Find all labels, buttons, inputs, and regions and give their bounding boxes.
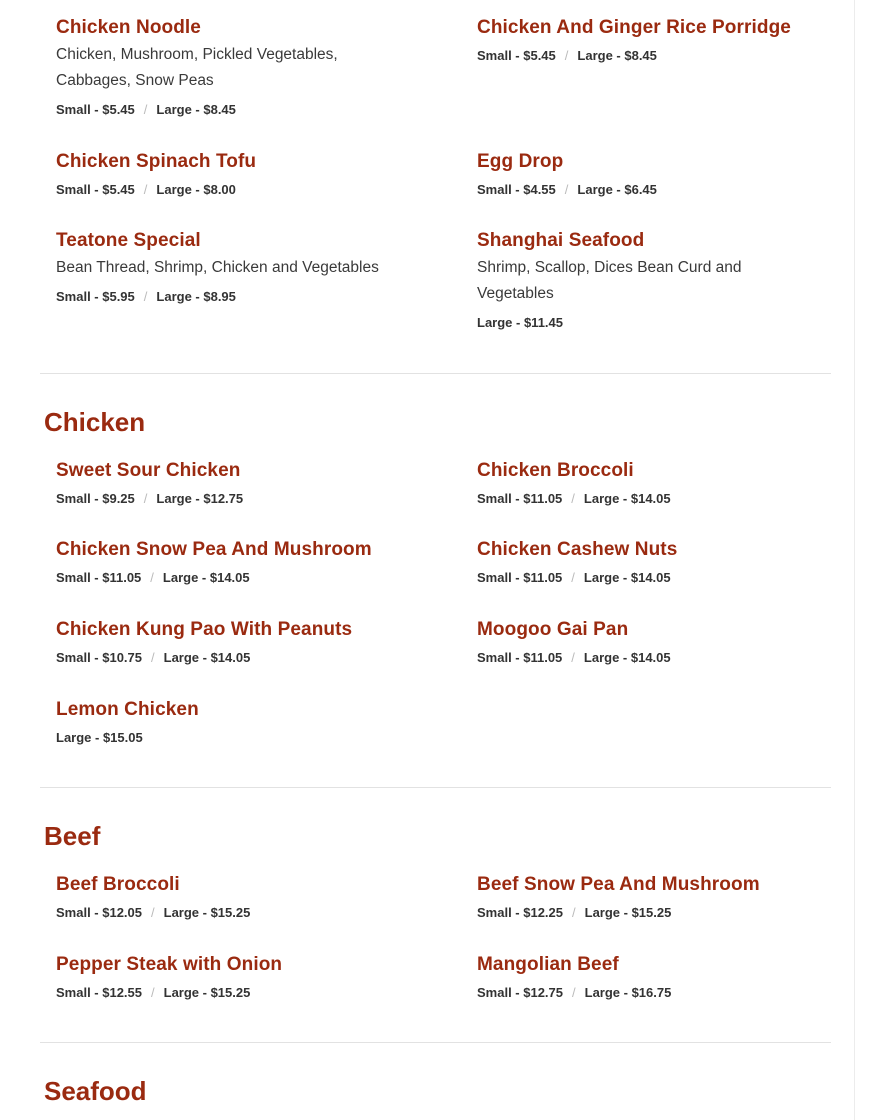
item-name: Beef Snow Pea And Mushroom <box>477 874 760 895</box>
price-small: Small - $10.75 <box>56 650 142 665</box>
price-small: Small - $11.05 <box>477 570 563 585</box>
section-divider <box>40 373 831 374</box>
price-separator: / <box>150 570 154 585</box>
price-small: Small - $11.05 <box>477 650 563 665</box>
price-large: Large - $14.05 <box>162 570 250 585</box>
price-separator: / <box>571 570 575 585</box>
item-name: Mangolian Beef <box>477 954 619 975</box>
item-name: Chicken Snow Pea And Mushroom <box>56 539 372 560</box>
menu-item <box>477 150 837 199</box>
item-name: Chicken Noodle <box>56 17 201 38</box>
price-separator: / <box>151 905 155 920</box>
menu-item <box>56 229 436 306</box>
price-small: Small - $11.05 <box>477 491 563 506</box>
menu-item <box>56 698 416 747</box>
price-large: Large - $15.25 <box>163 905 251 920</box>
item-prices <box>56 649 416 667</box>
section-divider <box>40 787 831 788</box>
price-small: Small - $9.25 <box>56 491 135 506</box>
price-large: Large - $12.75 <box>156 491 244 506</box>
price-small: Small - $5.45 <box>477 48 556 63</box>
menu-item <box>56 873 416 922</box>
item-name: Chicken Cashew Nuts <box>477 539 678 560</box>
item-prices <box>477 984 837 1002</box>
item-name: Chicken Kung Pao With Peanuts <box>56 619 353 640</box>
price-separator: / <box>571 491 575 506</box>
price-small: Small - $11.05 <box>56 570 142 585</box>
content-edge-line <box>854 0 855 1120</box>
price-large: Large - $14.05 <box>163 650 251 665</box>
item-prices <box>56 729 416 747</box>
price-small: Small - $12.25 <box>477 905 563 920</box>
item-name: Teatone Special <box>56 230 201 251</box>
menu-item <box>56 953 416 1002</box>
item-prices <box>56 490 416 508</box>
item-prices <box>477 904 837 922</box>
item-prices <box>56 904 416 922</box>
item-prices <box>477 47 837 65</box>
price-separator: / <box>143 182 148 197</box>
price-large: Large - $16.75 <box>584 985 672 1000</box>
price-separator: / <box>572 985 576 1000</box>
menu-item <box>477 538 837 587</box>
item-prices <box>56 984 416 1002</box>
price-small: Small - $12.05 <box>56 905 142 920</box>
item-prices <box>477 490 837 508</box>
menu-item <box>477 16 837 65</box>
menu-item <box>56 538 416 587</box>
price-large: Large - $15.25 <box>163 985 251 1000</box>
item-name: Chicken Spinach Tofu <box>56 151 257 172</box>
price-separator: / <box>143 289 148 304</box>
price-separator: / <box>564 182 569 197</box>
price-separator: / <box>143 102 148 117</box>
price-separator: / <box>572 905 576 920</box>
price-small: Small - $12.55 <box>56 985 142 1000</box>
price-large: Large - $8.00 <box>156 182 236 197</box>
price-large: Large - $8.95 <box>156 289 236 304</box>
price-large: Large - $14.05 <box>583 650 671 665</box>
price-large: Large - $14.05 <box>583 570 671 585</box>
menu-item <box>477 618 837 667</box>
menu-item <box>477 229 797 332</box>
item-name: Sweet Sour Chicken <box>56 460 241 481</box>
price-large: Large - $8.45 <box>156 102 236 117</box>
section-title-seafood: Seafood <box>44 1076 147 1106</box>
item-name: Chicken Broccoli <box>477 460 634 481</box>
price-small: Small - $5.45 <box>56 182 135 197</box>
item-name: Egg Drop <box>477 151 564 172</box>
item-prices <box>56 181 416 199</box>
item-name: Pepper Steak with Onion <box>56 954 283 975</box>
item-name: Beef Broccoli <box>56 874 180 895</box>
item-prices <box>477 314 797 332</box>
item-prices <box>56 569 416 587</box>
menu-item <box>56 16 386 119</box>
price-separator: / <box>151 650 155 665</box>
item-name: Chicken And Ginger Rice Porridge <box>477 17 791 38</box>
menu-item <box>477 873 837 922</box>
item-description: Shrimp, Scallop, Dices Bean Curd and Vegetables <box>477 259 742 302</box>
price-small: Small - $12.75 <box>477 985 563 1000</box>
menu-item <box>56 618 416 667</box>
price-separator: / <box>564 48 569 63</box>
price-separator: / <box>151 985 155 1000</box>
item-prices <box>477 181 837 199</box>
menu-item <box>477 953 837 1002</box>
price-small: Small - $5.95 <box>56 289 135 304</box>
price-large: Large - $15.05 <box>56 730 143 745</box>
price-large: Large - $15.25 <box>584 905 672 920</box>
item-name: Shanghai Seafood <box>477 230 645 251</box>
section-divider <box>40 1042 831 1043</box>
item-name: Lemon Chicken <box>56 699 199 720</box>
item-description: Bean Thread, Shrimp, Chicken and Vegetables <box>56 259 379 276</box>
price-large: Large - $11.45 <box>477 315 563 330</box>
price-large: Large - $6.45 <box>577 182 657 197</box>
price-separator: / <box>571 650 575 665</box>
price-small: Small - $4.55 <box>477 182 556 197</box>
item-name: Moogoo Gai Pan <box>477 619 629 640</box>
item-prices <box>56 101 386 119</box>
price-separator: / <box>143 491 148 506</box>
item-prices <box>477 649 837 667</box>
section-title-beef: Beef <box>44 821 101 851</box>
price-small: Small - $5.45 <box>56 102 135 117</box>
price-large: Large - $8.45 <box>577 48 657 63</box>
menu-item <box>477 459 837 508</box>
item-prices <box>477 569 837 587</box>
section-title-chicken: Chicken <box>44 407 146 437</box>
price-large: Large - $14.05 <box>583 491 671 506</box>
menu-item <box>56 150 416 199</box>
item-prices <box>56 288 436 306</box>
item-description: Chicken, Mushroom, Pickled Vegetables, Cabbages, Snow Peas <box>56 46 338 89</box>
menu-item <box>56 459 416 508</box>
